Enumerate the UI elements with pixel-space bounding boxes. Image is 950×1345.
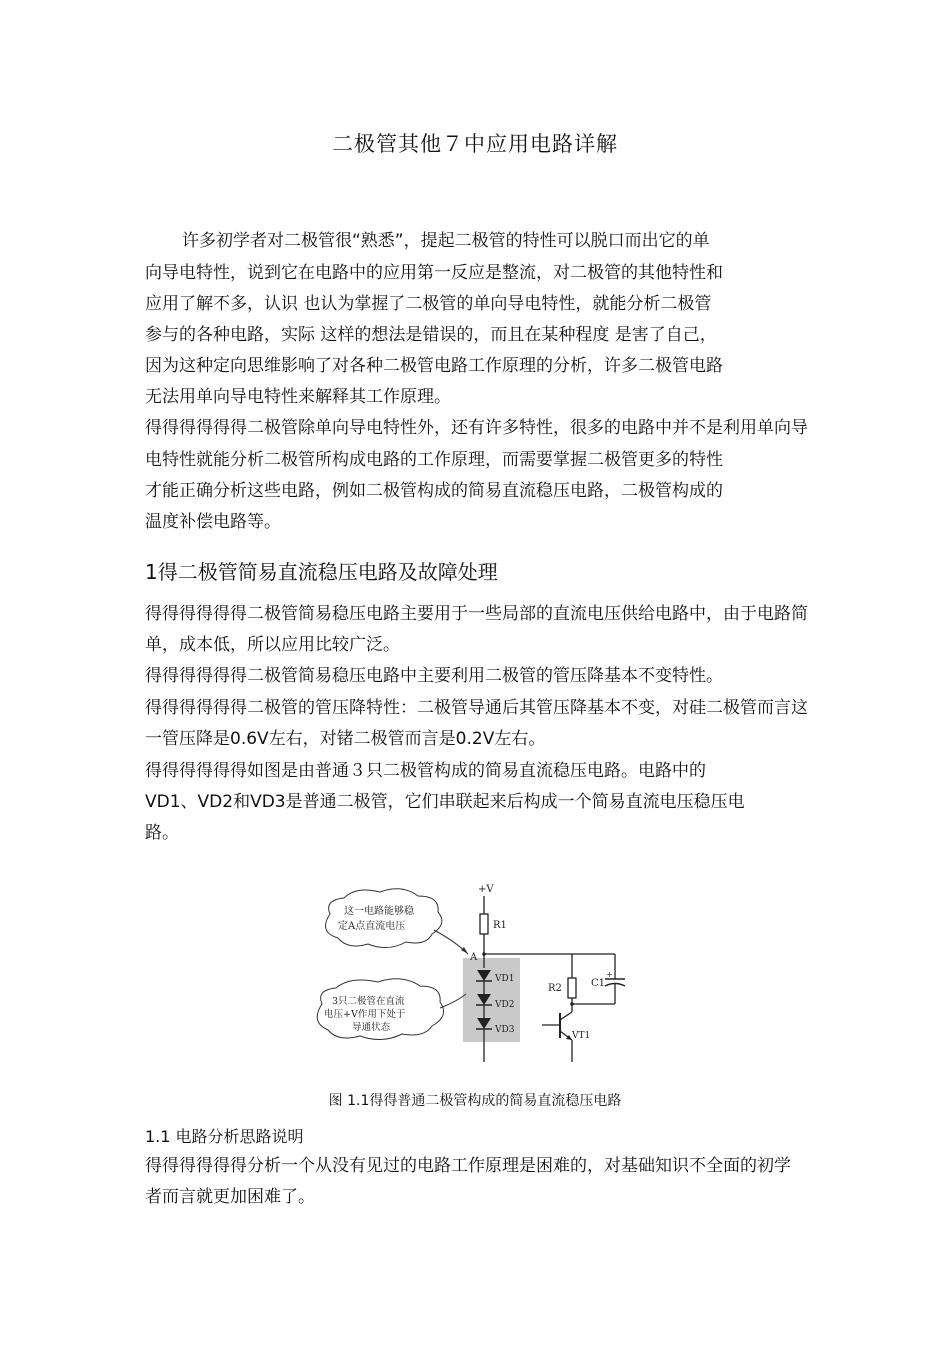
subsection-line: 者而言就更加困难了。 [145,1187,315,1207]
subsection-line: 得得得得得得分析一个从没有见过的电路工作原理是困难的，对基础知识不全面的初学 [145,1156,791,1176]
vd1-label: VD1 [495,974,515,984]
r1-resistor [480,914,488,934]
intro-line: 因为这种定向思维影响了对各种二极管电路工作原理的分析，许多二极管电路 [145,356,723,376]
r2-resistor [568,978,576,998]
vplus-label: +V [478,884,494,895]
section-heading: 1得二极管简易直流稳压电路及故障处理 [145,560,498,584]
intro-line: 无法用单向导电特性来解释其工作原理。 [145,387,451,407]
document-title: 二极管其他７中应用电路详解 [332,132,618,156]
intro-line: 向导电特性，说到它在电路中的应用第一反应是整流，对二极管的其他特性和 [145,263,723,283]
intro-line: 电特性就能分析二极管所构成电路的工作原理，而需要掌握二极管更多的特性 [145,450,723,470]
section-line: 得得得得得得二极管的管压降特性：二极管导通后其管压降基本不变，对硅二极管而言这 [145,698,808,718]
intro-line: 参与的各种电路，实际 这样的想法是错误的，而且在某种程度 是害了自己， [145,325,717,345]
bubble1-line-1: 这一电路能够稳 [344,906,414,917]
figure-caption: 图 1.1得得普通二极管构成的简易直流稳压电路 [328,1093,622,1109]
section-line: 得得得得得得如图是由普通３只二极管构成的简易直流稳压电路。电路中的 [145,761,706,781]
r1-label: R1 [493,920,507,931]
r2-label: R2 [548,983,562,994]
intro-line: 应用了解不多，认识 也认为掌握了二极管的单向导电特性，就能分析二极管 [145,294,712,314]
bubble1-line-2: 定A点直流电压 [338,921,406,932]
intro-line: 许多初学者对二极管很“熟悉”，提起二极管的特性可以脱口而出它的单 [182,231,710,251]
c1-label: C1 [591,978,606,989]
node-a-label: A [470,952,478,963]
subsection-heading: 1.1 电路分析思路说明 [145,1127,304,1146]
bubble2-line-3: 导通状态 [352,1022,391,1033]
vt1-transistor [542,1012,572,1062]
vd2-label: VD2 [495,1000,515,1010]
c1-plus-label: + [606,970,613,979]
annotation-bubble-1 [326,889,469,954]
annotation-bubble-2 [317,979,466,1040]
section-line: 得得得得得得二极管简易稳压电路中主要利用二极管的管压降基本不变特性。 [145,666,723,686]
vt1-label: VT1 [572,1031,591,1041]
section-line: 路。 [145,823,179,843]
intro-line: 得得得得得得二极管除单向导电特性外，还有许多特性，很多的电路中并不是利用单向导 [145,418,808,438]
intro-line: 温度补偿电路等。 [145,512,281,532]
intro-line: 才能正确分析这些电路，例如二极管构成的简易直流稳压电路，二极管构成的 [145,481,723,501]
vd3-label: VD3 [495,1025,515,1035]
section-line: 一管压降是0.6V左右，对锗二极管而言是0.2V左右。 [145,729,546,749]
section-line: 单，成本低，所以应用比较广泛。 [145,635,400,655]
section-line: 得得得得得得二极管简易稳压电路主要用于一些局部的直流电压供给电路中，由于电路简 [145,604,808,624]
circuit-figure [310,880,650,1070]
bubble2-line-2: 电压+V作用下处于 [324,1009,406,1020]
bubble2-line-1: 3只二极管在直流 [332,996,405,1007]
section-line: VD1、VD2和VD3是普通二极管，它们串联起来后构成一个简易直流电压稳压电 [145,792,745,812]
